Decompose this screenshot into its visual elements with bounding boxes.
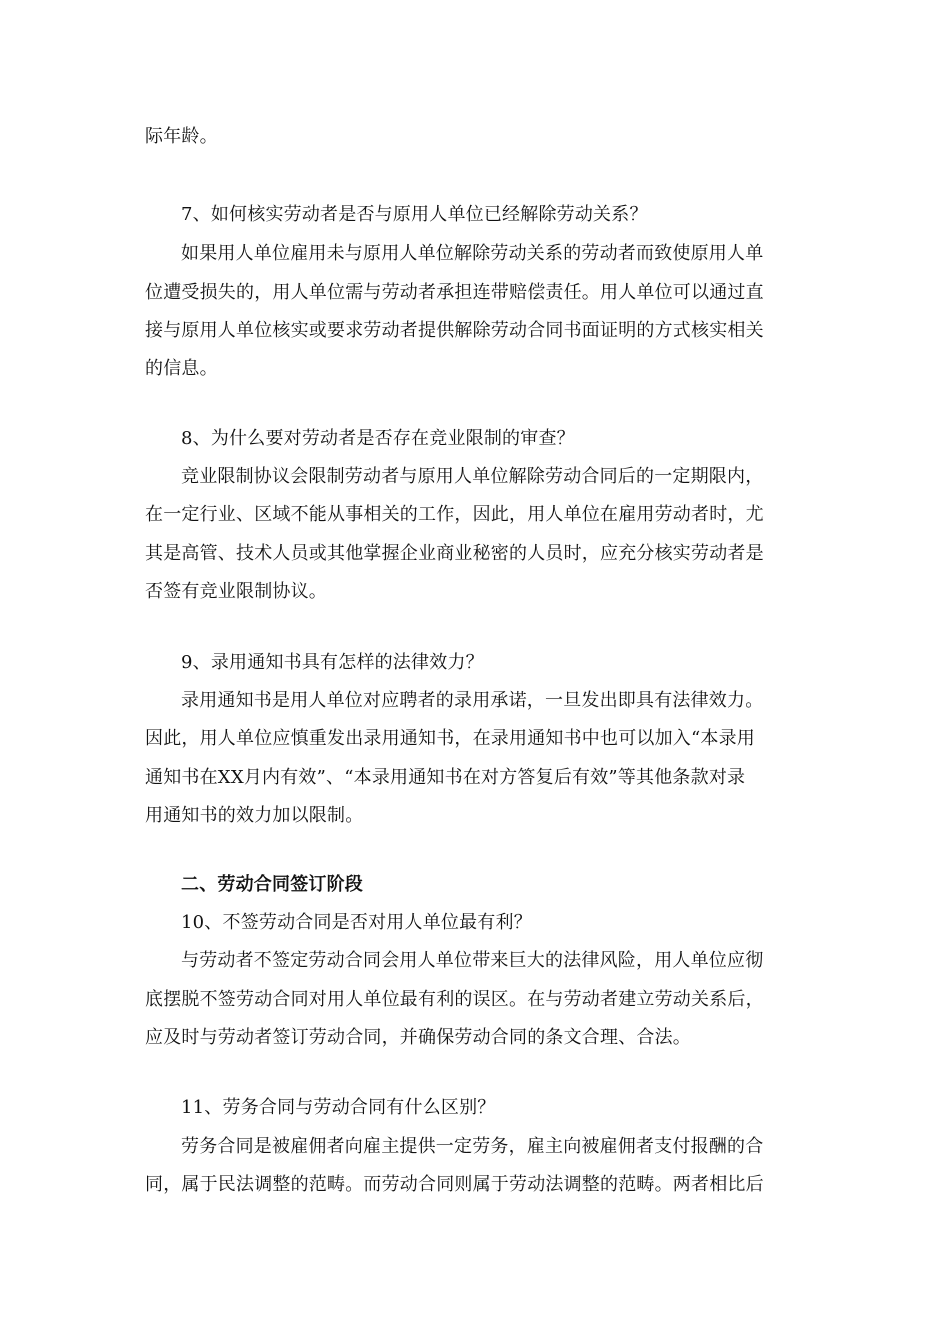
q11-answer-line-1: 劳务合同是被雇佣者向雇主提供一定劳务，雇主向被雇佣者支付报酬的合 [181,1136,764,1157]
q8-answer-line-3: 其是高管、技术人员或其他掌握企业商业秘密的人员时，应充分核实劳动者是 [145,543,764,564]
q11-question: 11、劳务合同与劳动合同有什么区别？ [181,1097,496,1118]
q10-answer-line-2: 底摆脱不签劳动合同对用人单位最有利的误区。在与劳动者建立劳动关系后， [145,989,764,1010]
intro-line-1: 际年龄。 [145,126,218,147]
q7-answer-line-1: 如果用人单位雇用未与原用人单位解除劳动关系的劳动者而致使原用人单 [181,243,764,264]
q8-answer-line-2: 在一定行业、区域不能从事相关的工作，因此，用人单位在雇用劳动者时，尤 [145,504,764,525]
q9-answer-line-1: 录用通知书是用人单位对应聘者的录用承诺，一旦发出即具有法律效力。 [181,690,764,711]
q10-answer-line-3: 应及时与劳动者签订劳动合同，并确保劳动合同的条文合理、合法。 [145,1027,691,1048]
q11-answer-line-2: 同，属于民法调整的范畴。而劳动合同则属于劳动法调整的范畴。两者相比后 [145,1174,764,1195]
q9-answer-line-4: 用通知书的效力加以限制。 [145,805,364,826]
section-heading: 二、劳动合同签订阶段 [181,874,363,895]
q7-answer-line-4: 的信息。 [145,358,218,379]
q9-answer-line-2: 因此，用人单位应慎重发出录用通知书，在录用通知书中也可以加入“本录用 [145,728,755,749]
q7-answer-line-3: 接与原用人单位核实或要求劳动者提供解除劳动合同书面证明的方式核实相关 [145,320,764,341]
q10-answer-line-1: 与劳动者不签定劳动合同会用人单位带来巨大的法律风险，用人单位应彻 [181,950,764,971]
q9-question: 9、录用通知书具有怎样的法律效力？ [181,652,484,673]
q9-answer-line-3: 通知书在XX月内有效”、“本录用通知书在对方答复后有效”等其他条款对录 [145,767,746,788]
q8-question: 8、为什么要对劳动者是否存在竞业限制的审查？ [181,428,575,449]
q10-question: 10、不签劳动合同是否对用人单位最有利？ [181,912,532,933]
q8-answer-line-4: 否签有竞业限制协议。 [145,581,327,602]
q7-answer-line-2: 位遭受损失的，用人单位需与劳动者承担连带赔偿责任。用人单位可以通过直 [145,282,764,303]
q7-question: 7、如何核实劳动者是否与原用人单位已经解除劳动关系？ [181,204,648,225]
q8-answer-line-1: 竞业限制协议会限制劳动者与原用人单位解除劳动合同后的一定期限内， [181,466,764,487]
